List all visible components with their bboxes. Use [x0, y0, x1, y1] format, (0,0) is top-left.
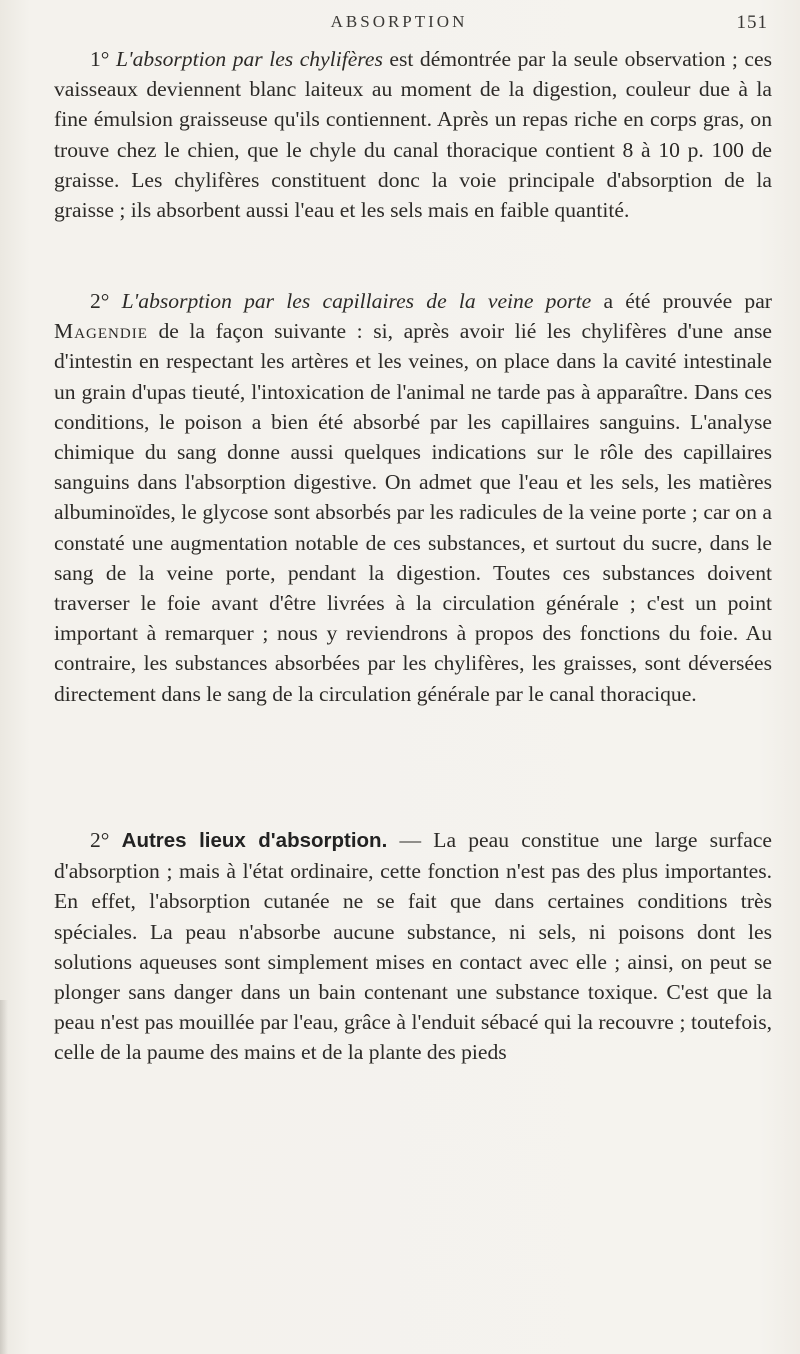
paragraph-chyliferes	[54, 44, 772, 225]
paragraph-text: de la façon suivante : si, après avoir lié les chylifères d'une anse d'intestin en respectant les artères et les veines, on place dans la cavité intestinale un grain d'upas tieuté, l'intoxication de l'animal ne tarde pas à apparaître. Dans ces conditions, le poison a bien été absorbé par les capillaires sanguins. L'analyse chimique du sang donne aussi quelques indications sur le rôle des capillaires sanguins dans l'absorption digestive. On admet que l'eau et les sels, les matières albuminoïdes, le glycose sont absorbés par les radicules de la veine porte ; car on a constaté une augmentation notable de ces substances, et surtout du sucre, dans le sang de la veine porte, pendant la digestion. Toutes ces substances doivent traverser le foie avant d'être livrées à la circulation générale ; c'est un point important à remarquer ; nous y reviendrons à propos des fonctions du foie. Au contraire, les substances absorbées par les chylifères, les graisses, sont déversées directement dans le sang de la circulation générale par le canal thoracique.	[54, 319, 773, 706]
section-heading: Autres lieux d'absorption.	[121, 829, 388, 852]
running-title: ABSORPTION	[330, 12, 468, 31]
section-number: 2°	[90, 828, 110, 852]
paragraph-italic-title: L'absorption par les capillaires de la veine porte	[121, 289, 592, 313]
page-edge-shadow	[0, 1000, 8, 1354]
paragraph-number: 2°	[90, 289, 110, 313]
paragraph-text-before-author: a été prouvée par	[603, 289, 772, 313]
page-number: 151	[736, 12, 768, 33]
paragraph-number: 1°	[90, 47, 110, 71]
running-head	[30, 12, 768, 38]
section-autres-lieux	[54, 825, 772, 1068]
author-name: Magendie	[54, 319, 148, 344]
paragraph-italic-title: L'absorption par les chylifères	[115, 47, 383, 71]
paragraph-veine-porte	[54, 286, 772, 709]
section-text: — La peau constitue une large surface d'absorption ; mais à l'état ordinaire, cette fonction n'est pas des plus importantes. En effet, l'absorption cutanée ne se fait que dans certaines conditions très spéciales. La peau n'absorbe aucune substance, ni sels, ni poisons dont les solutions aqueuses sont simplement mises en contact avec elle ; ainsi, on peut se plonger sans danger dans un bain contenant une substance toxique. C'est que la peau n'est pas mouillée par l'eau, grâce à l'enduit sébacé qui la recouvre ; toutefois, celle de la paume des mains et de la plante des pieds	[54, 828, 773, 1065]
paragraph-text: est démontrée par la seule observation ; ces vaisseaux deviennent blanc laiteux au moment de la digestion, couleur due à la fine émulsion graisseuse qu'ils contiennent. Après un repas riche en corps gras, on trouve chez le chien, que le chyle du canal thoracique contient 8 à 10 p. 100 de graisse. Les chylifères constituent donc la voie principale d'absorption de la graisse ; ils absorbent aussi l'eau et les sels mais en faible quantité.	[54, 47, 773, 223]
